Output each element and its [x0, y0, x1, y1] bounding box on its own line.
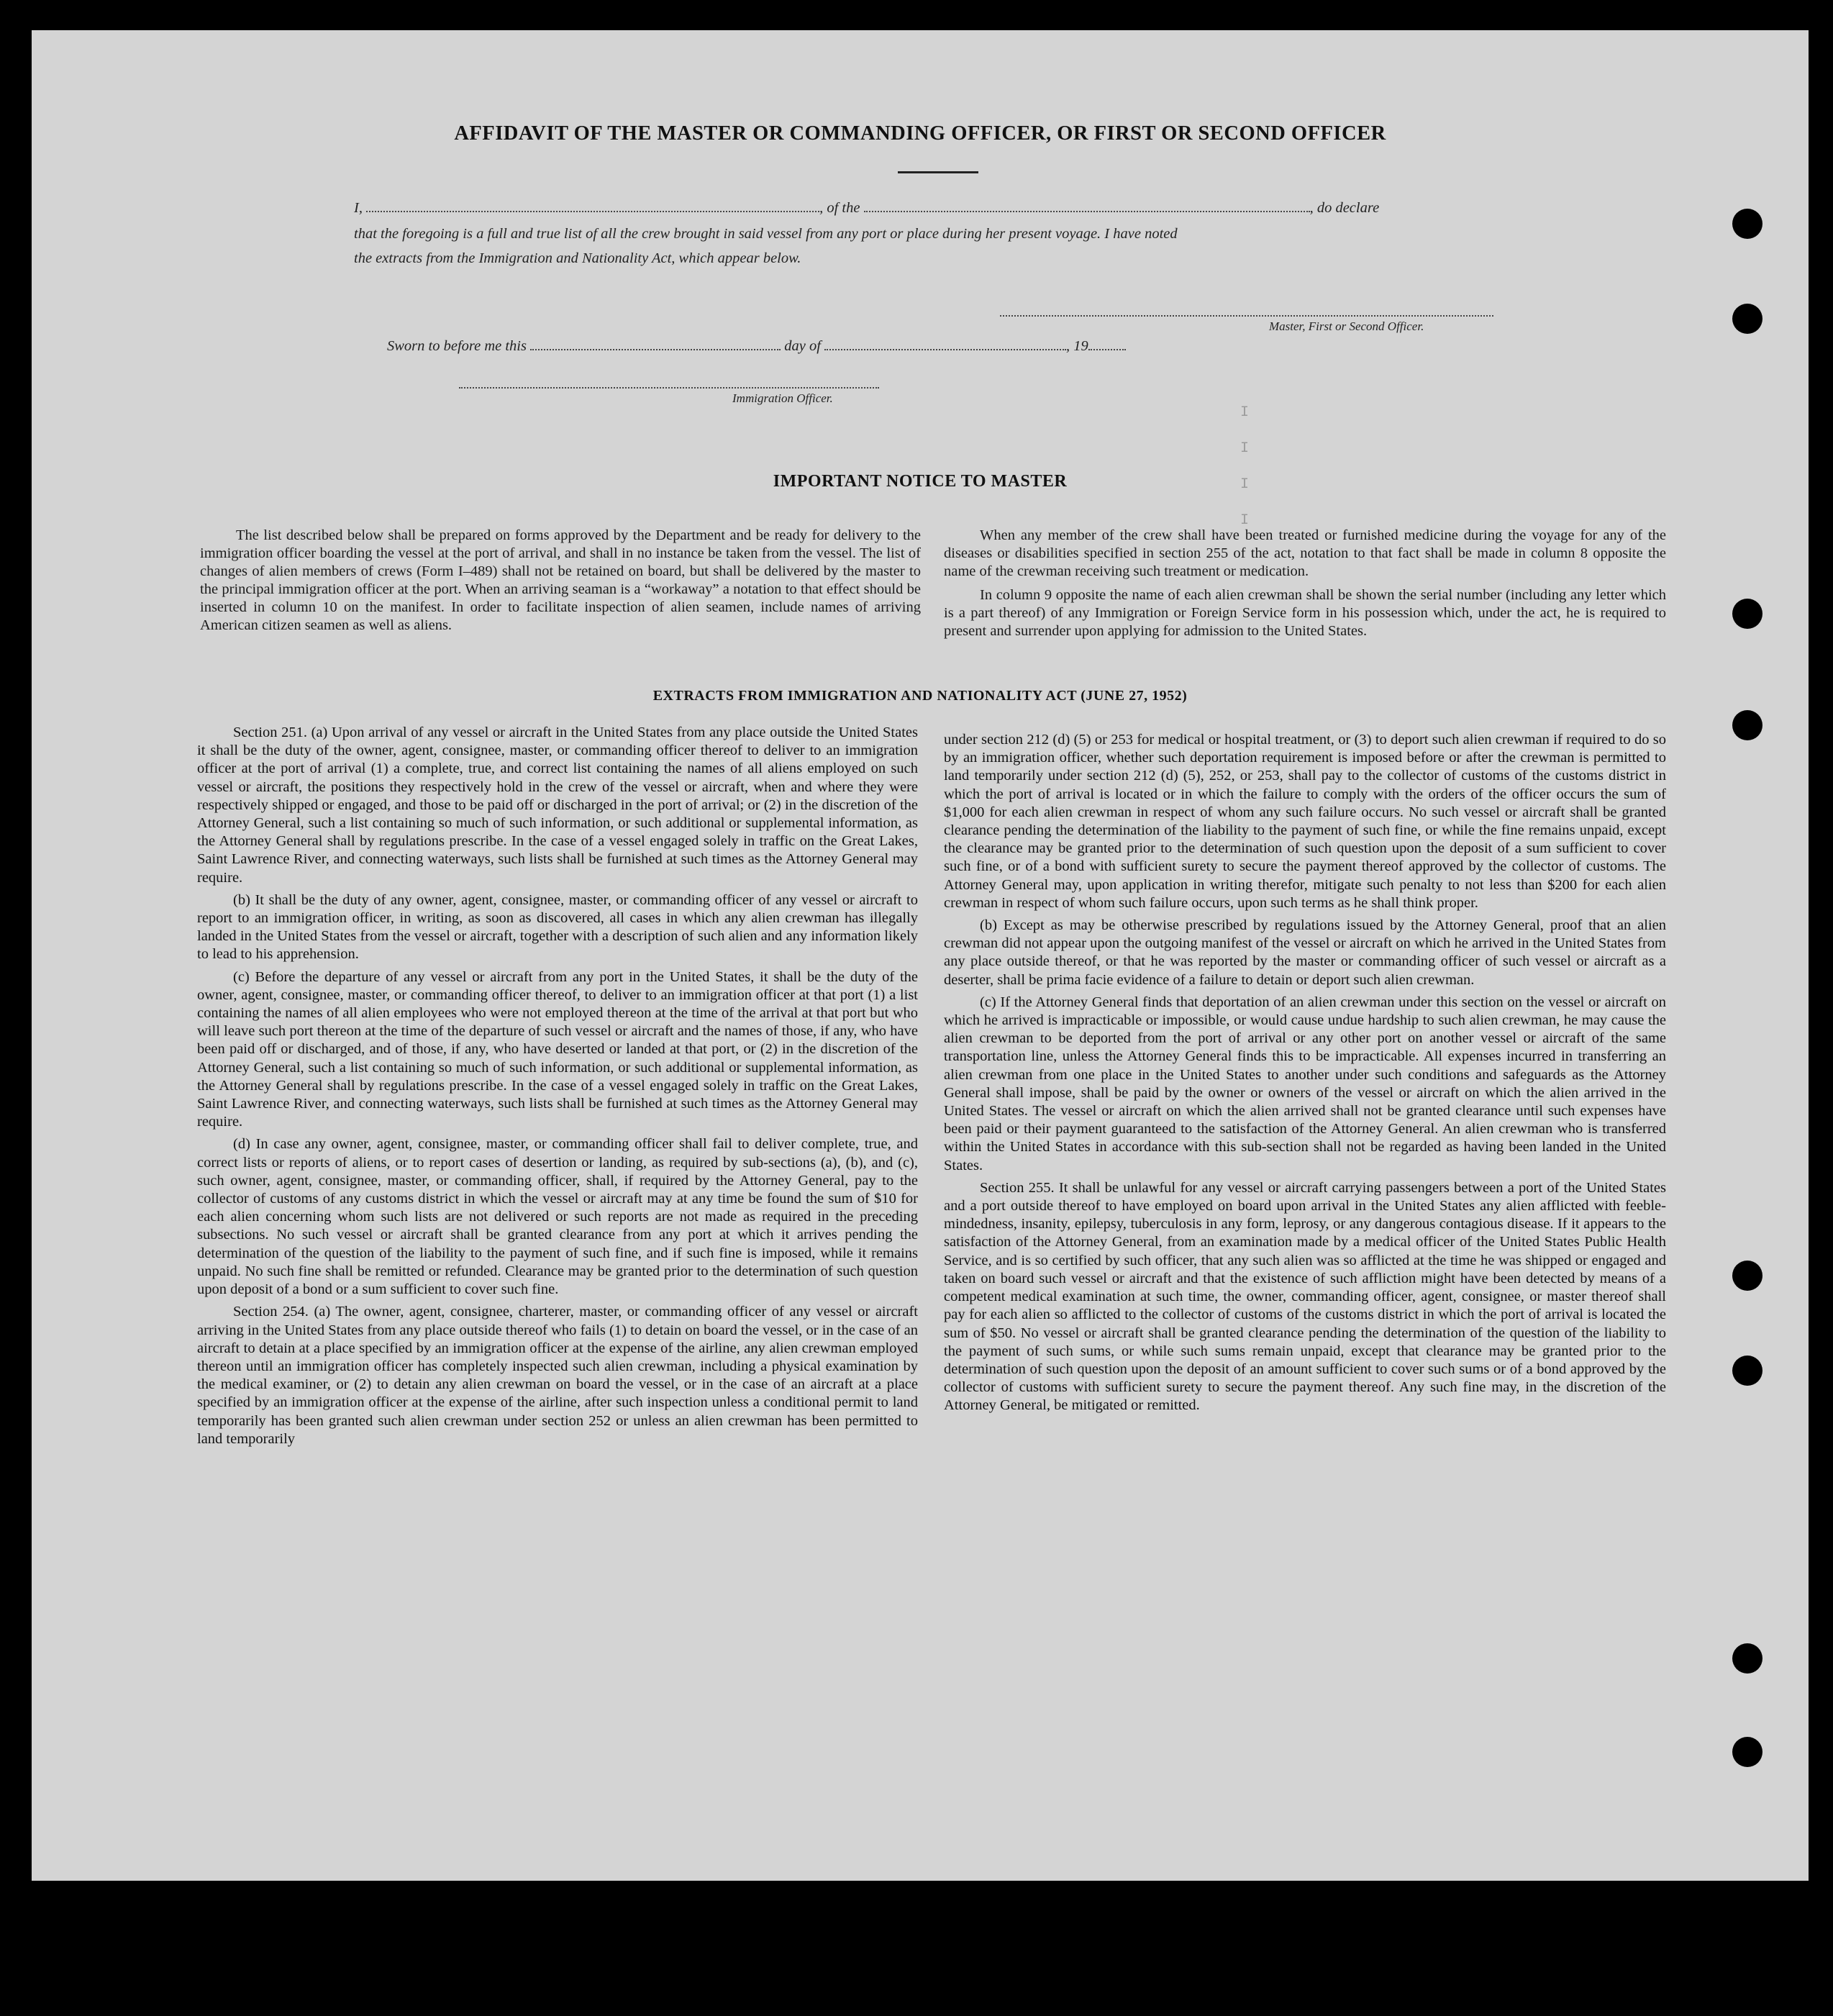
statement-line-1: that the foregoing is a full and true list of all the crew brought in said vessel from any port or place during her present voyage. I have noted — [354, 226, 1178, 242]
declaration-i: I, — [354, 200, 363, 216]
bleed-through-mark: I — [1240, 476, 1250, 493]
officer-signature-label: Immigration Officer. — [732, 391, 833, 405]
punch-hole — [1732, 209, 1762, 239]
sworn-day-blank — [530, 339, 781, 350]
section-251-b: (b) It shall be the duty of any owner, agent, consignee, master, or commanding officer of any vessel or aircraft to report to an immigration officer, in writing, as soon as discovered, all cases in which any alien crewman has illegally landed in the United States from the vessel or aircraft, together with a description of such alien and any information likely to lead to his apprehension. — [197, 891, 918, 963]
officer-signature-line — [459, 387, 879, 389]
punch-hole — [1732, 1643, 1762, 1674]
declaration-of-the: , of the — [819, 200, 860, 216]
section-254-a-cont: under section 212 (d) (5) or 253 for medical or hospital treatment, or (3) to deport such alien crewman if required to do so by an immigration officer, whether such deportation requirement is imposed before or after the crewman is permitted to land temporarily under section 212 (d) (5), 252, or 253, shall pay to the collector of customs of the customs district in which the port of arrival is located or in which the failure to comply with the orders of the officer occurs the sum of $1,000 for each alien crewman in respect of whom any such failure occurs. No such vessel or aircraft shall be granted clearance pending the determination of the liability to the payment of such fine, or while the fine remains unpaid, except the clearance may be granted prior to the determination of such question upon the deposit of a sum sufficient to cover such fine, or of a bond with sufficient surety to secure the payment thereof approved by the collector of customs. The Attorney General may, upon application in writing therefor, mitigate such penalty to not less than $200 for each alien crewman in respect of whom such failure occurs, upon such terms as he shall think proper. — [944, 732, 1666, 911]
statement-line-2: the extracts from the Immigration and Nationality Act, which appear below. — [354, 250, 801, 266]
extracts-right-column — [944, 731, 1666, 1420]
section-254-c: (c) If the Attorney General finds that deportation of an alien crewman under this section on the vessel or aircraft on which he arrived is impracticable or impossible, or would cause undue hardship to such alien crewman, he may cause the alien crewman to be deported from the port of arrival or any other port on another vessel or aircraft of the same transportation line, unless the Attorney General finds this to be impracticable. All expenses incurred in transferring an alien crewman from one place in the United States to another under such conditions and safeguards as the Attorney General shall impose, shall be paid by the owner or owners of the vessel or aircraft on which the alien arrived in the United States. The vessel or aircraft on which the alien arrived shall not be granted clearance until such expenses have been paid or their payment guaranteed to the satisfaction of the Attorney General. An alien crewman who is transferred within the United States in accordance with this sub-section shall not be regarded as having been landed in the United States. — [944, 994, 1666, 1173]
section-251-d: (d) In case any owner, agent, consignee, master, or commanding officer shall fail to deliver complete, true, and correct lists or reports of aliens, or to report cases of desertion or landing, as required by sub-sections (a), (b), and (c), such owner, agent, consignee, master, or commanding officer, shall, if required by the Attorney General, pay to the collector of customs of any customs district in which the vessel or aircraft may at any time be found the sum of $10 for each alien concerning whom such lists are not delivered or such reports are not made as required in the preceding subsections. No such vessel or aircraft shall be granted clearance from any port at which it arrives pending the determination of the question of the liability to the payment of such fine, and if such fine is imposed, while it remains unpaid. No such fine shall be remitted or refunded. Clearance may be granted prior to the determination of such question upon deposit of a bond or a sum sufficient to cover such fine. — [197, 1136, 918, 1298]
vessel-blank — [864, 201, 1310, 212]
notice-heading: IMPORTANT NOTICE TO MASTER — [773, 472, 1068, 491]
notice-right-paragraph-1: When any member of the crew shall have been treated or furnished medicine during the voyage for any of the diseases or disabilities specified in section 255 of the act, notation to that fact shall be made in column 8 opposite the name of the crewman receiving such treatment or medication. — [944, 527, 1666, 579]
section-255: Section 255. It shall be unlawful for any vessel or aircraft carrying passengers between a port of the United States and a port outside thereof to have employed on board upon arrival in the United States any alien afflicted with feeble-mindedness, insanity, epilepsy, tuberculosis in any form, leprosy, or any dangerous contagious disease. If it appears to the satisfaction of the Attorney General, from an examination made by a medical officer of the United States Public Health Service, and is so certified by such officer, that any such alien was so afflicted at the time he was shipped or engaged and taken on board such vessel or aircraft and that the existence of such affliction might have been detected by means of a competent medical examination at such time, the owner, commanding officer, agent, consignee, or master thereof shall pay for each alien so afflicted to the collector of customs of the customs district in which the port of arrival is located the sum of $50. No vessel or aircraft shall be granted clearance pending the determination of the question of the liability to the payment of such sums, or while such sums remain unpaid, except that clearance may be granted prior to the determination of such question upon the deposit of an amount sufficient to cover such sums or of a bond approved by the collector of customs with sufficient surety to secure the payment thereof. Any such fine may, in the discretion of the Attorney General, be mitigated or remitted. — [944, 1179, 1666, 1414]
affidavit-title: AFFIDAVIT OF THE MASTER OR COMMANDING OFFICER, OR FIRST OR SECOND OFFICER — [454, 122, 1386, 145]
notice-left — [200, 527, 921, 635]
sworn-month-blank — [824, 339, 1066, 350]
section-254-b: (b) Except as may be otherwise prescribed by regulations issued by the Attorney General, proof that an alien crewman did not appear upon the outgoing manifest of the vessel or aircraft on which he arrived in the United States from any place outside thereof, or that he was reported by the master or commanding officer of such vessel or aircraft as a deserter, shall be prima facie evidence of a failure to detain or deport such alien crewman. — [944, 917, 1666, 988]
punch-hole — [1732, 1356, 1762, 1386]
punch-hole — [1732, 710, 1762, 740]
notice-right-paragraph-2: In column 9 opposite the name of each alien crewman shall be shown the serial number (including any letter which is a part thereof) of any Immigration or Foreign Service form in his possession which, under the act, he is required to present and surrender upon applying for admission to the United States. — [944, 587, 1666, 639]
declaration-line — [354, 200, 1379, 217]
extracts-heading: EXTRACTS FROM IMMIGRATION AND NATIONALITY ACT (JUNE 27, 1952) — [652, 688, 1188, 704]
bleed-through-mark: I — [1240, 440, 1250, 457]
sworn-year-blank — [1088, 339, 1126, 350]
document-page — [32, 30, 1809, 1881]
punch-hole — [1732, 1737, 1762, 1767]
notice-right — [944, 527, 1666, 640]
title-rule — [898, 171, 978, 173]
master-signature-label: Master, First or Second Officer. — [1269, 319, 1424, 333]
sworn-label: Sworn to before me this — [387, 338, 527, 354]
section-251-c: (c) Before the departure of any vessel or aircraft from any port in the United States, it shall be the duty of the owner, agent, consignee, master, or commanding officer thereof, to deliver to an immigration officer at that port (1) a list containing the names of all alien employees who were not employed thereon at the time of the arrival at that port but who will leave such port thereon at the time of the departure of such vessel or aircraft and the names of those, if any, who have been paid off or discharged, and of those, if any, who have deserted or landed at that port, or (2) in the discretion of the Attorney General, such a list containing so much of such information, or such additional or supplemental information, as the Attorney General shall by regulations prescribe. In the case of a vessel engaged solely in traffic on the Great Lakes, Saint Lawrence River, and connecting waterways, such lists shall be furnished at such times as the Attorney General may require. — [197, 968, 918, 1130]
notice-left-paragraph: The list described below shall be prepared on forms approved by the Department and be ready for delivery to the immigration officer boarding the vessel at the port of arrival, and shall in no instance be taken from the vessel. The list of changes of alien members of crews (Form I–489) shall not be retained on board, but shall be delivered by the master to the principal immigration officer at the port. When an arriving seaman is a “workaway” a notation to that effect should be inserted in column 10 on the manifest. In order to facilitate inspection of alien seamen, include names of arriving American citizen seamen as well as aliens. — [200, 527, 921, 633]
extracts-left-column — [197, 724, 918, 1453]
sworn-line — [387, 338, 1126, 355]
master-signature-line — [1000, 315, 1493, 317]
sworn-day-of: day of — [784, 338, 821, 354]
bleed-through-mark: I — [1240, 404, 1250, 421]
punch-hole — [1732, 1261, 1762, 1291]
punch-hole — [1732, 599, 1762, 629]
name-blank — [366, 201, 819, 212]
punch-hole — [1732, 304, 1762, 334]
section-254-a: Section 254. (a) The owner, agent, consignee, charterer, master, or commanding officer of any vessel or aircraft arriving in the United States from any place outside thereof who fails (1) to detain on board the vessel, or in the case of an aircraft to detain at a place specified by an immigration officer at the expense of the airline, any alien crewman employed thereon until an immigration officer has completely inspected such alien crewman, including a physical examination by the medical examiner, or (2) to detain any alien crewman on board the vessel, or in the case of an aircraft at a place specified by an immigration officer at the expense of the airline, after such inspection unless a conditional permit to land temporarily has been granted such alien crewman under section 252 or unless an alien crewman has been permitted to land temporarily — [197, 1304, 918, 1447]
bleed-through-mark: I — [1240, 512, 1250, 529]
sworn-year: , 19 — [1066, 338, 1088, 354]
declaration-do-declare: , do declare — [1309, 200, 1380, 216]
section-251-a: Section 251. (a) Upon arrival of any vessel or aircraft in the United States from any place outside the United States it shall be the duty of the owner, agent, consignee, master, or commanding officer thereof to deliver to an immigration officer at the port of arrival (1) a complete, true, and correct list containing the names of all aliens employed on such vessel or aircraft, the positions they respectively hold in the crew of the vessel or aircraft, when and where they were respectively shipped or engaged, and those to be paid off or discharged in the port of arrival; or (2) in the discretion of the Attorney General, such a list containing so much of such information, or such additional or supplemental information, as the Attorney General shall by regulations prescribe. In the case of a vessel engaged solely in traffic on the Great Lakes, Saint Lawrence River, and connecting waterways, such lists shall be furnished at such times as the Attorney General may require. — [197, 725, 918, 886]
